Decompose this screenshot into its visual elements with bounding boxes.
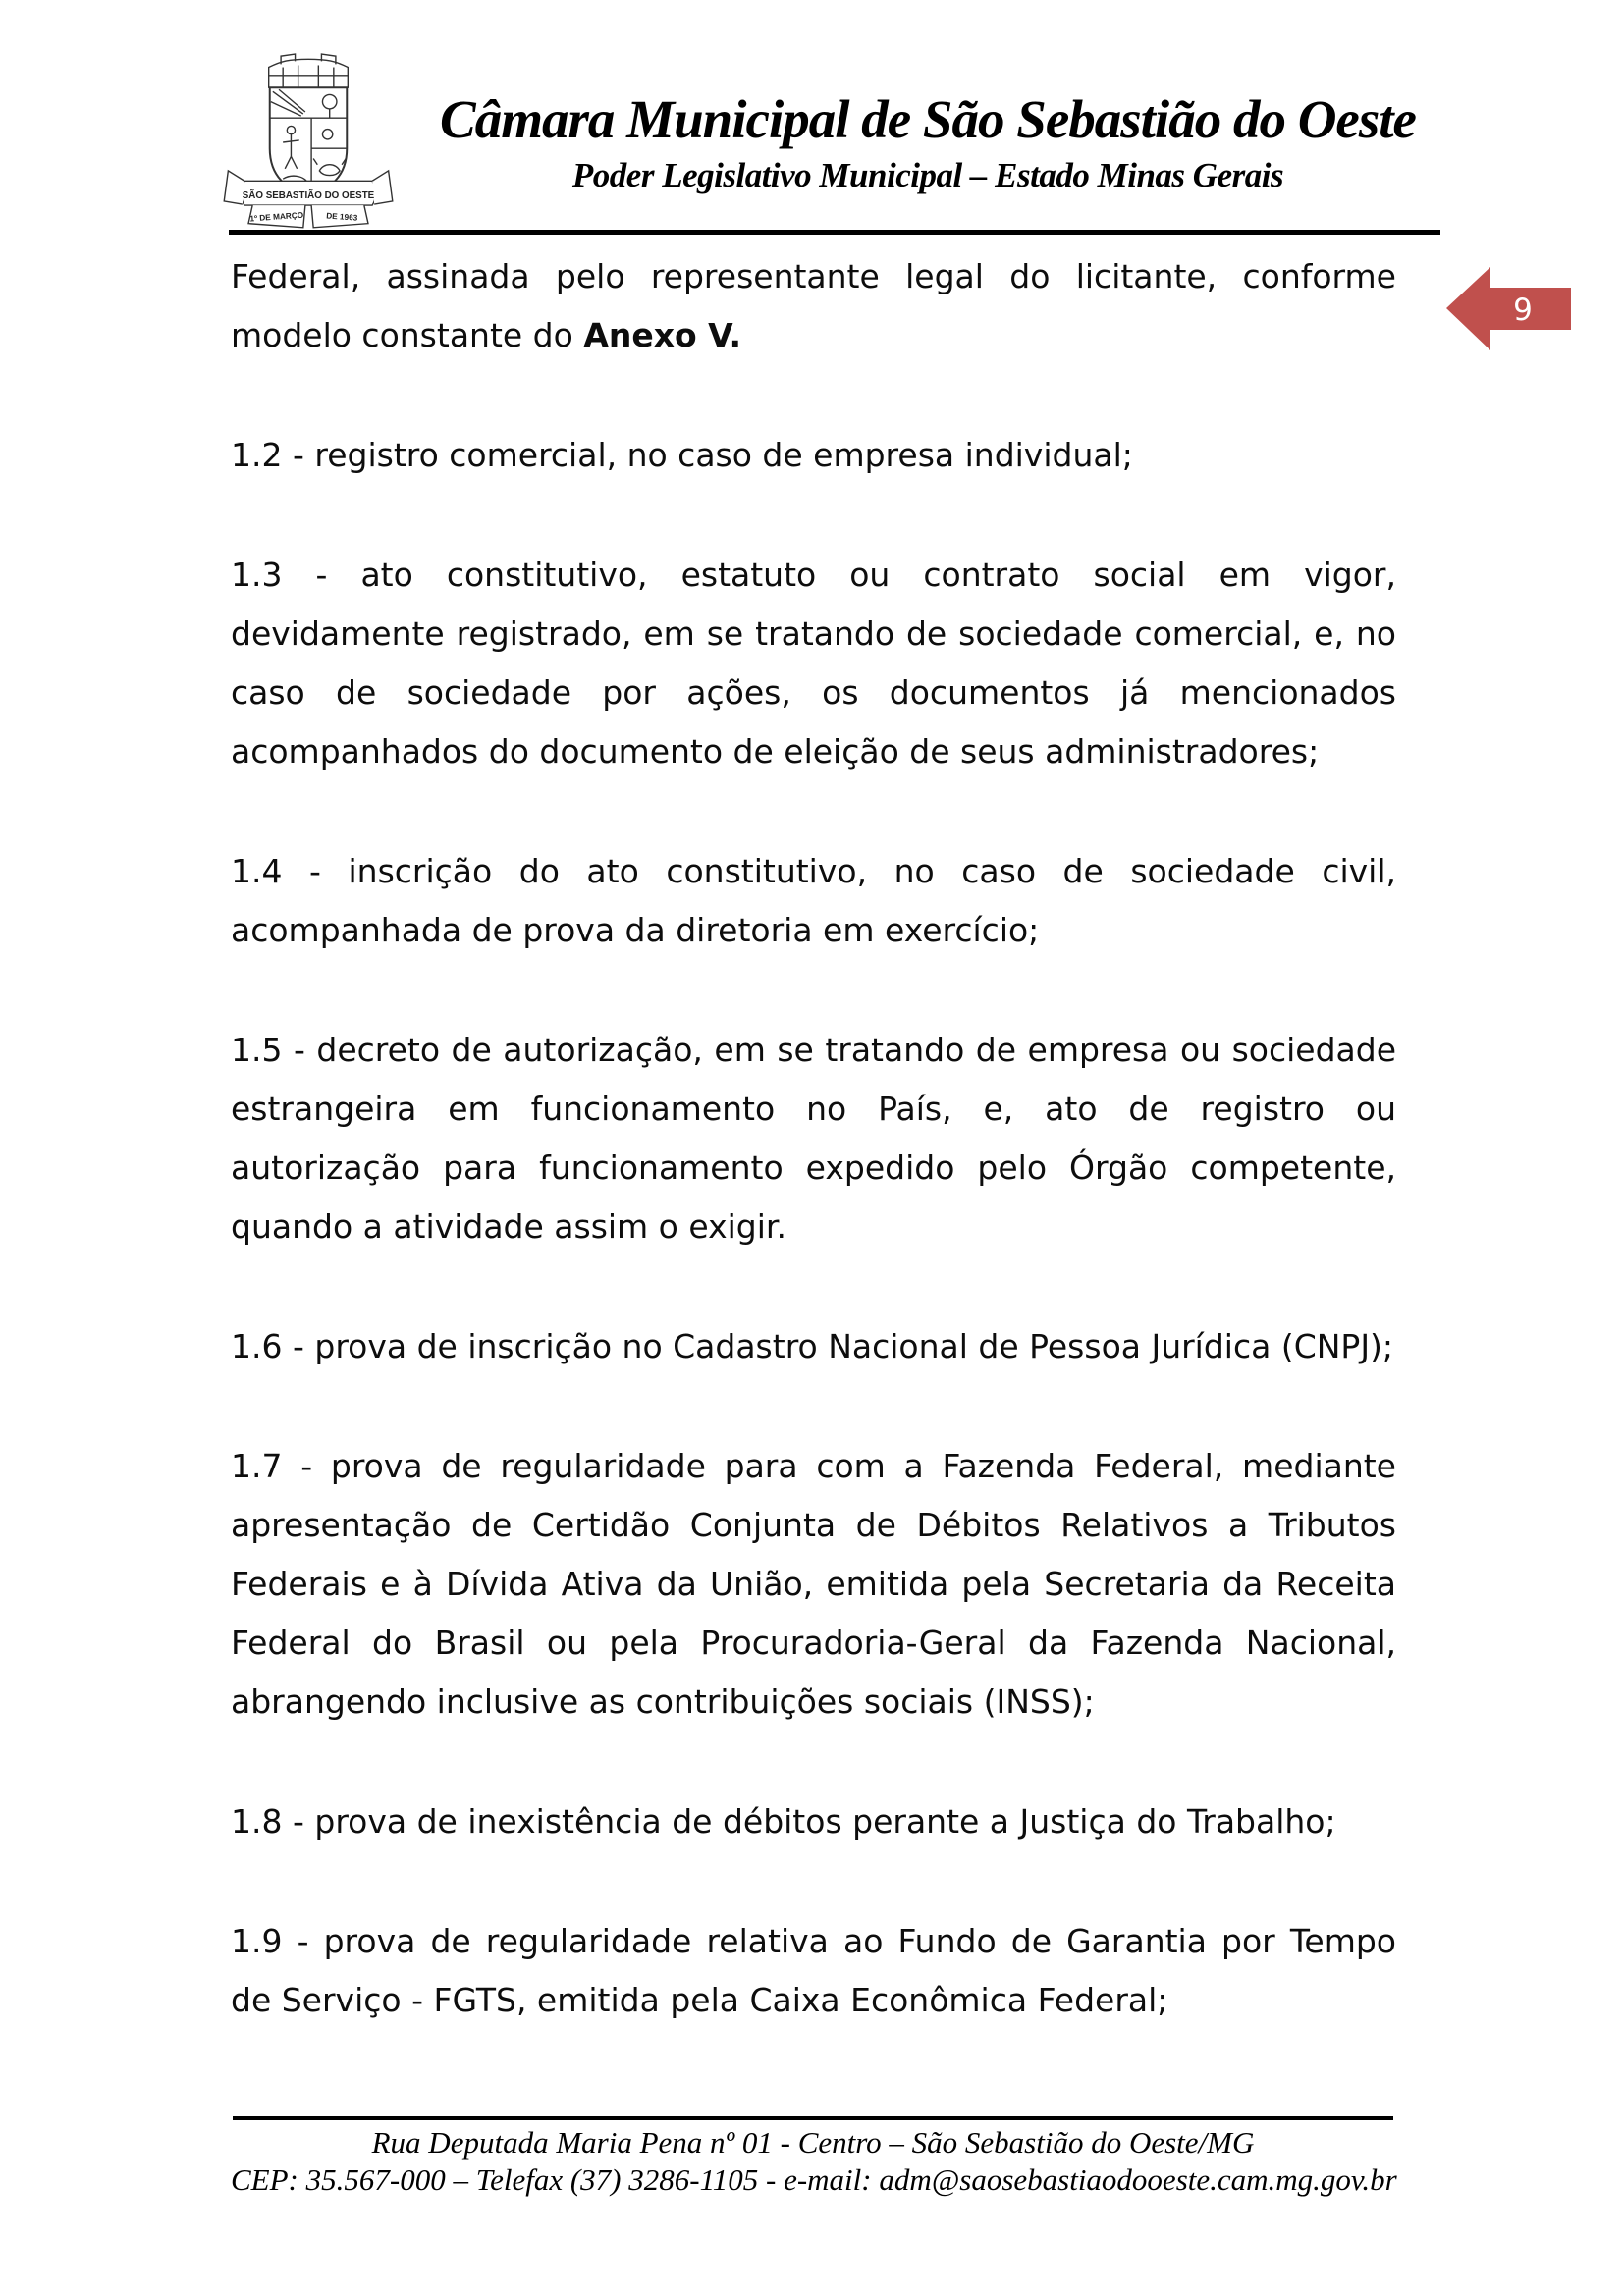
paragraph-text: 1.9 - prova de regularidade relativa ao Fundo de Garantia por Tempo de Serviço - FGTS, emitida pela Caixa Econômica Federal; xyxy=(231,1922,1396,2019)
body-paragraph xyxy=(231,842,1396,960)
document-body xyxy=(231,247,1396,2091)
body-paragraph xyxy=(231,1317,1396,1376)
shield-icon xyxy=(270,87,348,196)
page-subtitle: Poder Legislativo Municipal – Estado Minas Gerais xyxy=(571,156,1284,194)
page-number: 9 xyxy=(1513,293,1533,328)
paragraph-text: 1.5 - decreto de autorização, em se tratando de empresa ou sociedade estrangeira em funcionamento no País, e, ato de registro ou autorização para funcionamento expedido pelo Órgão competente, quando a atividade assim o exigir. xyxy=(231,1031,1396,1246)
municipal-coat-of-arms-logo xyxy=(222,51,395,234)
paragraph-text: Federal, assinada pelo representante legal do licitante, conforme modelo constante do xyxy=(231,257,1396,354)
paragraph-text: 1.8 - prova de inexistência de débitos perante a Justiça do Trabalho; xyxy=(231,1802,1336,1841)
body-paragraph xyxy=(231,1021,1396,1256)
bold-text: Anexo V. xyxy=(583,316,741,354)
banner-date-right: DE 1963 xyxy=(325,211,358,223)
paragraph-text: 1.4 - inscrição do ato constitutivo, no caso de sociedade civil, acompanhada de prova da diretoria em exercício; xyxy=(231,852,1396,949)
footer-address: Rua Deputada Maria Pena nº 01 - Centro – São Sebastião do Oeste/MG xyxy=(371,2125,1255,2160)
body-paragraph xyxy=(231,1792,1396,1851)
body-paragraph xyxy=(231,247,1396,365)
body-paragraph xyxy=(231,1437,1396,1732)
page-number-badge xyxy=(1446,267,1571,350)
page-title: Câmara Municipal de São Sebastião do Oeste xyxy=(440,89,1416,149)
document-footer xyxy=(231,2116,1395,2199)
left-arrow-icon xyxy=(1446,267,1571,350)
footer-contact: CEP: 35.567-000 – Telefax (37) 3286-1105 - e-mail: adm@saosebastiaodooeste.cam.mg.gov.br xyxy=(231,2163,1397,2197)
crown-icon xyxy=(269,54,349,87)
body-paragraph xyxy=(231,546,1396,781)
body-paragraph xyxy=(231,426,1396,485)
paragraph-text: 1.3 - ato constitutivo, estatuto ou contrato social em vigor, devidamente registrado, em se tratando de sociedade comercial, e, no caso de sociedade por ações, os documentos já mencionados acompanhados do documento de eleição de seus administradores; xyxy=(231,556,1396,771)
banner-city-name: SÃO SEBASTIÃO DO OESTE xyxy=(242,189,375,201)
document-header xyxy=(412,90,1443,196)
footer-divider xyxy=(233,2116,1393,2120)
paragraph-text: 1.6 - prova de inscrição no Cadastro Nacional de Pessoa Jurídica (CNPJ); xyxy=(231,1327,1394,1365)
body-paragraph xyxy=(231,1912,1396,2030)
banner-date-left: 1º DE MARÇO xyxy=(249,210,304,224)
paragraph-text: 1.2 - registro comercial, no caso de empresa individual; xyxy=(231,436,1133,474)
header-divider xyxy=(229,230,1440,235)
paragraph-text: 1.7 - prova de regularidade para com a Fazenda Federal, mediante apresentação de Certidão Conjunta de Débitos Relativos a Tributos Federais e à Dívida Ativa da União, emitida pela Secretaria da Receita Federal do Brasil ou pela Procuradoria-Geral da Fazenda Nacional, abrangendo inclusive as contribuições sociais (INSS); xyxy=(231,1447,1396,1721)
